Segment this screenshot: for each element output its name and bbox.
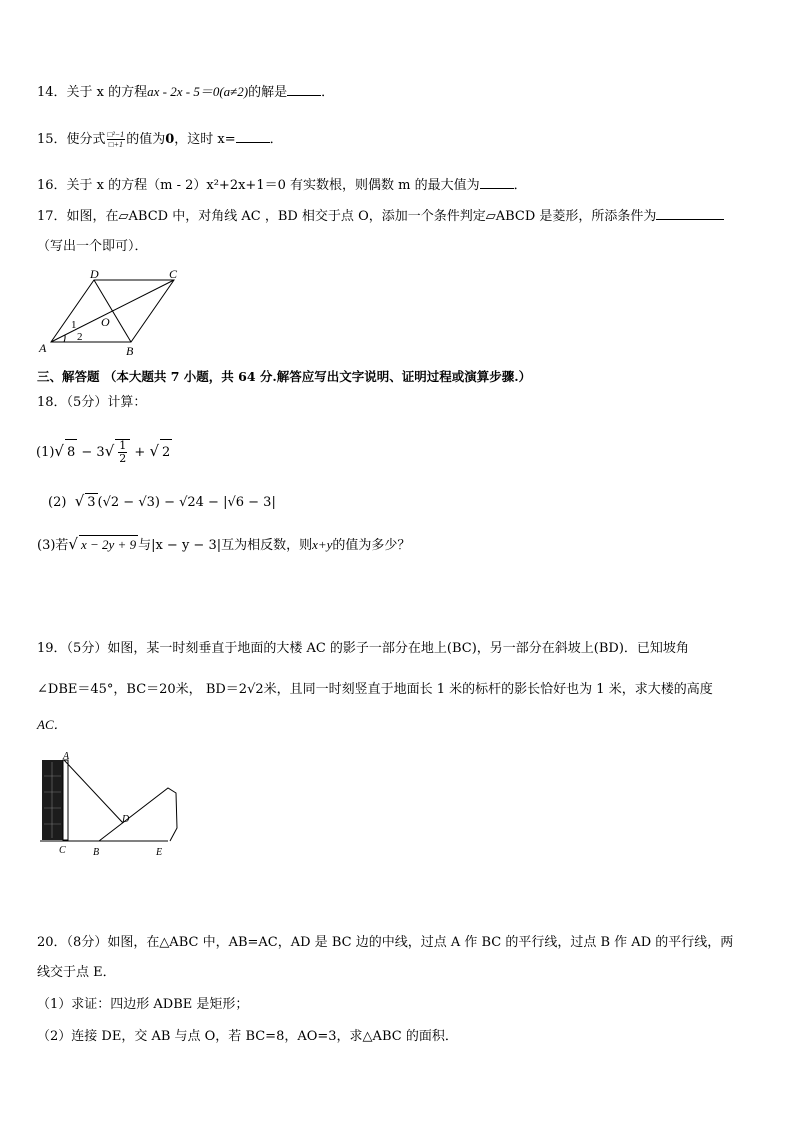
question-17-line1 (37, 207, 724, 226)
q19-line3 (37, 716, 67, 734)
q14-suffix: 的解是 (248, 85, 288, 100)
parallelogram-figure (30, 268, 190, 360)
label-a: A (63, 751, 70, 762)
sqrt-symbol: √ (54, 442, 64, 460)
section-3-note: （本大题共 7 小题，共 64 分.解答应写出文字说明、证明过程或演算步骤.） (103, 369, 532, 384)
diagonal-bd (94, 280, 131, 342)
q18-p1-radicand2: 2 (160, 439, 172, 466)
q18-p2-label: (2) (48, 495, 67, 510)
q18-p1-label: (1) (36, 445, 55, 460)
label-d: D (90, 268, 99, 281)
q15-frac-numerator: □²−1 (107, 130, 125, 139)
q14-answer-blank[interactable] (287, 83, 321, 96)
q20-line1 (37, 934, 733, 952)
sqrt-symbol: √ (74, 492, 85, 510)
q17-line1: 17．如图，在▱ABCD 中，对角线 AC ，BD 相交于点 O，添加一个条件判定▱ABCD 是菱形，所添条件为 (37, 209, 657, 224)
q15-answer-blank[interactable] (236, 130, 270, 143)
section-3-title: 三、解答题 (37, 369, 100, 384)
label-o: O (101, 315, 110, 329)
q18-p3-label: (3)若 (37, 538, 69, 553)
q18-p2-expression: (√2 − √3) − √24 − |√6 − 3| (97, 495, 276, 510)
building-shadow-figure (36, 748, 186, 860)
label-a: A (39, 341, 47, 355)
q16-text: 16．关于 x 的方程（m - 2）x²+2x+1＝0 有实数根，则偶数 m 的最大值为 (37, 178, 480, 193)
q15-zero: 0 (165, 132, 175, 147)
q18-p2-radicand: 3 (87, 495, 96, 510)
q19-line3-text: AC． (37, 717, 67, 732)
q18-p1-plus: + (130, 445, 150, 460)
slope (99, 788, 177, 841)
sun-ray (64, 760, 123, 823)
q18-title-text: 18．（5分）计算： (37, 395, 147, 410)
q20-line2 (37, 964, 116, 982)
label-d: D (122, 814, 130, 825)
q15-end: ． (269, 132, 283, 147)
q19-line2a-text: ∠DBE＝45°，BC＝20米， (37, 682, 202, 697)
building (42, 760, 63, 840)
q18-p1-radical-frac (115, 439, 130, 466)
q18-p1-radicand1: 8 (65, 439, 77, 466)
q18-p3-expr: x+y (312, 537, 333, 552)
sqrt-symbol: √ (149, 442, 159, 460)
question-17-line2 (37, 238, 148, 256)
q20-line3-text: （1）求证：四边形 ADBE 是矩形； (37, 997, 249, 1012)
q18-p1-frac-num: 1 (119, 439, 127, 452)
q16-end: ． (513, 178, 527, 193)
question-14 (37, 83, 334, 102)
sqrt-symbol: √ (104, 442, 115, 460)
q20-line1-text: 20．（8分）如图，在△ABC 中，AB=AC，AD 是 BC 边的中线，过点 A 作 BC 的平行线，过点 B 作 AD 的平行线，两 (37, 935, 734, 950)
q15-mid: 的值为 (126, 132, 166, 147)
section-3-heading (37, 368, 531, 386)
q18-p1-minus: − 3 (77, 445, 105, 460)
label-e: E (156, 847, 163, 858)
building-side (63, 760, 68, 840)
q18-p1-fraction (118, 440, 127, 465)
q18-p3-mid: 与|x − y − 3|互为相反数，则 (138, 538, 313, 553)
q18-part-3 (37, 535, 410, 555)
q19-line2b-text: BD＝2√2米，且同一时刻竖直于地面长 1 米的标杆的影长恰好也为 1 米，求大楼的高度 (205, 682, 713, 697)
question-16 (37, 176, 527, 195)
label-angle-1: 1 (71, 319, 77, 331)
label-b: B (93, 847, 100, 858)
q20-line4-text: （2）连接 DE，交 AB 与点 O，若 BC=8，AO=3，求△ABC 的面积． (37, 1029, 458, 1044)
q18-p3-radicand: x − 2y + 9 (80, 537, 137, 552)
q17-line2: （写出一个即可）． (37, 239, 148, 254)
q20-line3 (37, 996, 248, 1014)
q15-fraction (107, 130, 126, 149)
q18-part-1 (36, 438, 172, 468)
angle-arc (64, 335, 65, 342)
q14-end: ． (321, 85, 335, 100)
label-angle-2: 2 (77, 331, 83, 343)
q17-answer-blank[interactable] (656, 207, 724, 220)
question-15 (37, 130, 283, 149)
q20-line2-text: 线交于点 E． (37, 965, 116, 980)
q19-line1 (37, 640, 689, 658)
q15-frac-denominator: □+1 (108, 140, 123, 149)
q15-prefix: 15．使分式 (37, 132, 106, 147)
q19-line2 (37, 681, 713, 699)
label-b: B (126, 344, 134, 358)
label-c: C (169, 268, 178, 281)
q19-line1-text: 19．（5分）如图，某一时刻垂直于地面的大楼 AC 的影子一部分在地上(BC)，另一部分在斜坡上(BD)．已知坡角 (37, 641, 689, 656)
q18-p3-end: 的值为多少？ (332, 538, 411, 553)
q14-prefix: 14．关于 x 的方程 (37, 85, 148, 100)
q18-title (37, 394, 146, 412)
q20-line4 (37, 1028, 458, 1046)
q15-suffix: ，这时 x= (174, 132, 236, 147)
label-c: C (59, 845, 66, 856)
q14-equation: ax - 2x - 5＝0(a≠2) (147, 84, 249, 99)
sqrt-symbol: √ (68, 535, 78, 553)
q18-p1-frac-den: 2 (119, 452, 127, 465)
q16-answer-blank[interactable] (480, 176, 514, 189)
q18-part-2 (48, 492, 276, 512)
